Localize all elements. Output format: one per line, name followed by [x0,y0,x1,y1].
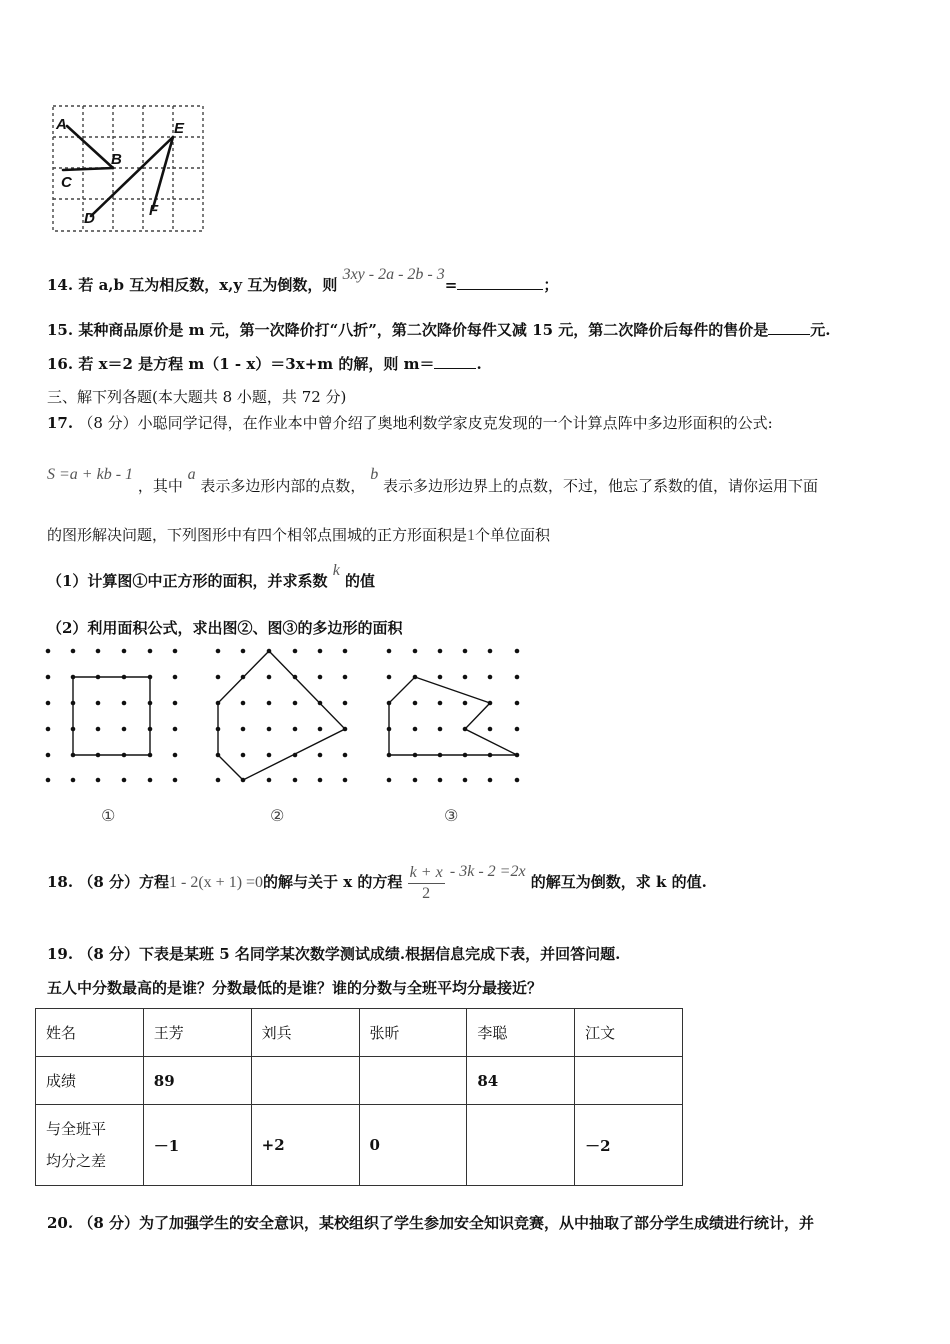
lattice-dot [463,649,468,654]
lattice-dot [343,675,348,680]
q14-text: 若 a,b 互为相反数，x,y 互为倒数，则 [78,276,338,294]
lattice-dot [463,701,468,706]
lattice-dot [267,701,272,706]
lattice-dot [241,753,246,758]
lattice-dot [173,649,178,654]
lattice-dot [343,753,348,758]
lattice-dot [216,778,221,783]
lattice-dot [216,675,221,680]
lattice-dot [515,727,520,732]
lattice-dot [241,701,246,706]
table-cell: 姓名 [36,1009,144,1057]
q15-number: 15. [47,321,74,339]
question-16 [47,354,482,374]
table-cell: 成绩 [36,1057,144,1105]
q16-answer-blank[interactable] [434,354,476,369]
q17-sub1-a: （1）计算图①中正方形的面积，并求系数 [47,572,328,590]
table-cell: 84 [467,1057,575,1105]
table-cell: 张昕 [359,1009,467,1057]
figure-1-caption: ① [101,806,116,825]
lattice-dot [267,753,272,758]
lattice-dot [515,778,520,783]
q16-number: 16. [47,355,74,373]
lattice-dot [438,727,443,732]
segment-ab [67,126,113,168]
question-17-sub-1 [47,562,376,592]
lattice-dot [71,778,76,783]
lattice-dot [46,778,51,783]
table-cell: 0 [359,1105,467,1186]
label-b: B [111,151,122,168]
segment-cb [63,168,113,170]
q20-text: （8 分）为了加强学生的安全意识，某校组织了学生参加安全知识竞赛，从中抽取了部分学生成绩进行统计，并 [78,1214,815,1232]
lattice-dot [438,778,443,783]
q18-part1: （8 分）方程 [78,873,170,891]
table-cell: +2 [251,1105,359,1186]
lattice-dot [318,778,323,783]
lattice-dot [241,727,246,732]
lattice-dot [413,727,418,732]
lattice-dot [318,753,323,758]
lattice-dot [488,727,493,732]
lattice-dot [413,649,418,654]
lattice-2 [216,649,348,783]
lattice-dot [293,701,298,706]
lattice-dot [343,778,348,783]
lattice-dot [173,778,178,783]
q15-answer-blank[interactable] [768,320,810,335]
question-15 [47,320,830,340]
lattice-dot [293,649,298,654]
question-17-sub-2: （2）利用面积公式，求出图②、图③的多边形的面积 [47,619,403,637]
lattice-dot [46,727,51,732]
lattice-dot [438,675,443,680]
diff-label-line-2: 均分之差 [46,1152,107,1170]
lattice-dot [488,778,493,783]
lattice-dot [96,649,101,654]
lattice-dot [216,649,221,654]
lattice-dot [122,727,127,732]
q17-part-c: 表示多边形边界上的点数，不过，他忘了系数的值，请你运用下面 [382,477,818,495]
table-cell: 王芳 [143,1009,251,1057]
table-cell-editable[interactable] [467,1105,575,1186]
figure-3-polygon [389,677,517,755]
lattice-dot [413,778,418,783]
q17-var-a: a [187,466,196,483]
q18-fraction-denominator: 2 [422,884,431,902]
q18-fraction [408,863,445,904]
question-17-line-2 [47,466,818,497]
question-18 [47,860,707,905]
lattice-dot [46,649,51,654]
dot-lattice-figures [35,640,535,790]
label-f: F [149,202,159,219]
table-cell: －1 [143,1105,251,1186]
lattice-dot [463,675,468,680]
q17-part-b: 表示多边形内部的点数， [200,477,366,495]
grid-figure-abcdef [45,100,210,235]
q16-end: . [476,355,482,373]
question-19-line-1 [47,944,620,964]
q17-formula: S =a + kb - 1 [47,466,134,483]
lattice-dot [438,701,443,706]
lattice-dot [122,701,127,706]
table-row-score [36,1057,683,1105]
q14-equals: = [444,276,458,294]
q17-sub1-b: 的值 [345,572,376,590]
lattice-dot [343,701,348,706]
label-c: C [61,174,72,191]
label-a: A [56,116,67,133]
q18-part3: 的解互为倒数，求 k 的值. [530,873,707,891]
lattice-dot [515,649,520,654]
lattice-dot [173,675,178,680]
section-3-title: 三、解下列各题(本大题共 8 小题，共 72 分) [47,388,347,406]
lattice-dot [267,727,272,732]
lattice-dot [488,649,493,654]
q18-equation-2-rest: - 3k - 2 =2x [449,863,526,880]
q17-var-b: b [370,466,379,483]
lattice-dot [46,675,51,680]
q18-equation-1: 1 - 2(x + 1) =0 [169,874,264,891]
lattice-dot [267,675,272,680]
lattice-dot [387,778,392,783]
question-17-line-3 [47,525,550,546]
q15-text: 某种商品原价是 m 元，第一次降价打“八折”，第二次降价每件又减 15 元，第二次降价后每件的售价是 [78,321,769,339]
lattice-dot [515,675,520,680]
lattice-dot [438,649,443,654]
table-row-difference [36,1105,683,1186]
q17-line3-b: 个单位面积 [475,526,551,544]
lattice-dot [96,701,101,706]
q17-line3-a: 的图形解决问题，下列图形中有四个相邻点围城的正方形面积是 [47,526,468,544]
lattice-dot [122,649,127,654]
lattice-dot [515,701,520,706]
q18-fraction-numerator: k + x [408,863,445,884]
scores-table [35,1008,683,1186]
table-cell: 江文 [575,1009,683,1057]
lattice-dot [318,727,323,732]
lattice-dot [148,778,153,783]
lattice-dot [122,778,127,783]
table-cell: 刘兵 [251,1009,359,1057]
lattice-dot [318,675,323,680]
q17-sub1-var: k [332,562,340,579]
q14-answer-blank[interactable] [457,275,543,290]
lattice-dot [343,649,348,654]
table-cell-editable[interactable] [251,1057,359,1105]
diff-label-line-1: 与全班平 [46,1120,107,1138]
lattice-dot [413,701,418,706]
lattice-dot [173,701,178,706]
q16-text: 若 x＝2 是方程 m（1 - x）＝3x+m 的解，则 m＝ [78,355,435,373]
q14-expression: 3xy - 2a - 2b - 3 [342,266,445,283]
q15-end: 元. [810,321,831,339]
lattice-dot [46,701,51,706]
table-cell: －2 [575,1105,683,1186]
q18-number: 18. [47,873,74,891]
q17-part-a: ，其中 [137,477,183,495]
lattice-3 [387,649,520,783]
q17-intro: （8 分）小聪同学记得，在作业本中曾介绍了奥地利数学家皮克发现的一个计算点阵中多边形面积的公式: [78,414,773,432]
lattice-dot [488,675,493,680]
table-cell-editable[interactable] [575,1057,683,1105]
lattice-dot [293,778,298,783]
label-e: E [174,120,185,137]
lattice-dot [46,753,51,758]
figure-2-polygon [218,651,345,780]
figure-3-caption: ③ [444,806,459,825]
q14-number: 14. [47,276,74,294]
lattice-dot [71,649,76,654]
lattice-dot [267,778,272,783]
lattice-dot [387,649,392,654]
question-19-line-2: 五人中分数最高的是谁？分数最低的是谁？谁的分数与全班平均分最接近？ [47,979,543,997]
figure-1-square [73,677,150,755]
lattice-dot [148,649,153,654]
lattice-1 [46,649,178,783]
table-cell-editable[interactable] [359,1057,467,1105]
lattice-dot [463,778,468,783]
question-17-line-1 [47,413,773,433]
q14-end: ； [543,276,559,294]
q19-text: （8 分）下表是某班 5 名同学某次数学测试成绩.根据信息完成下表，并回答问题. [78,945,621,963]
lattice-dot [293,727,298,732]
figure-2-caption: ② [270,806,285,825]
lattice-dot [173,727,178,732]
table-cell: 李聪 [467,1009,575,1057]
question-20 [47,1213,814,1233]
lattice-dot [96,778,101,783]
label-d: D [84,210,95,227]
q17-line3-num: 1 [467,527,476,544]
table-row-header [36,1009,683,1057]
q17-number: 17. [47,414,74,432]
q20-number: 20. [47,1214,74,1232]
table-cell-diff-label [36,1105,144,1186]
lattice-dot [241,649,246,654]
q18-part2: 的解与关于 x 的方程 [263,873,403,891]
q19-number: 19. [47,945,74,963]
lattice-dot [173,753,178,758]
lattice-dot [96,727,101,732]
table-cell: 89 [143,1057,251,1105]
lattice-dot [387,675,392,680]
lattice-dot [318,649,323,654]
question-14 [47,266,559,296]
